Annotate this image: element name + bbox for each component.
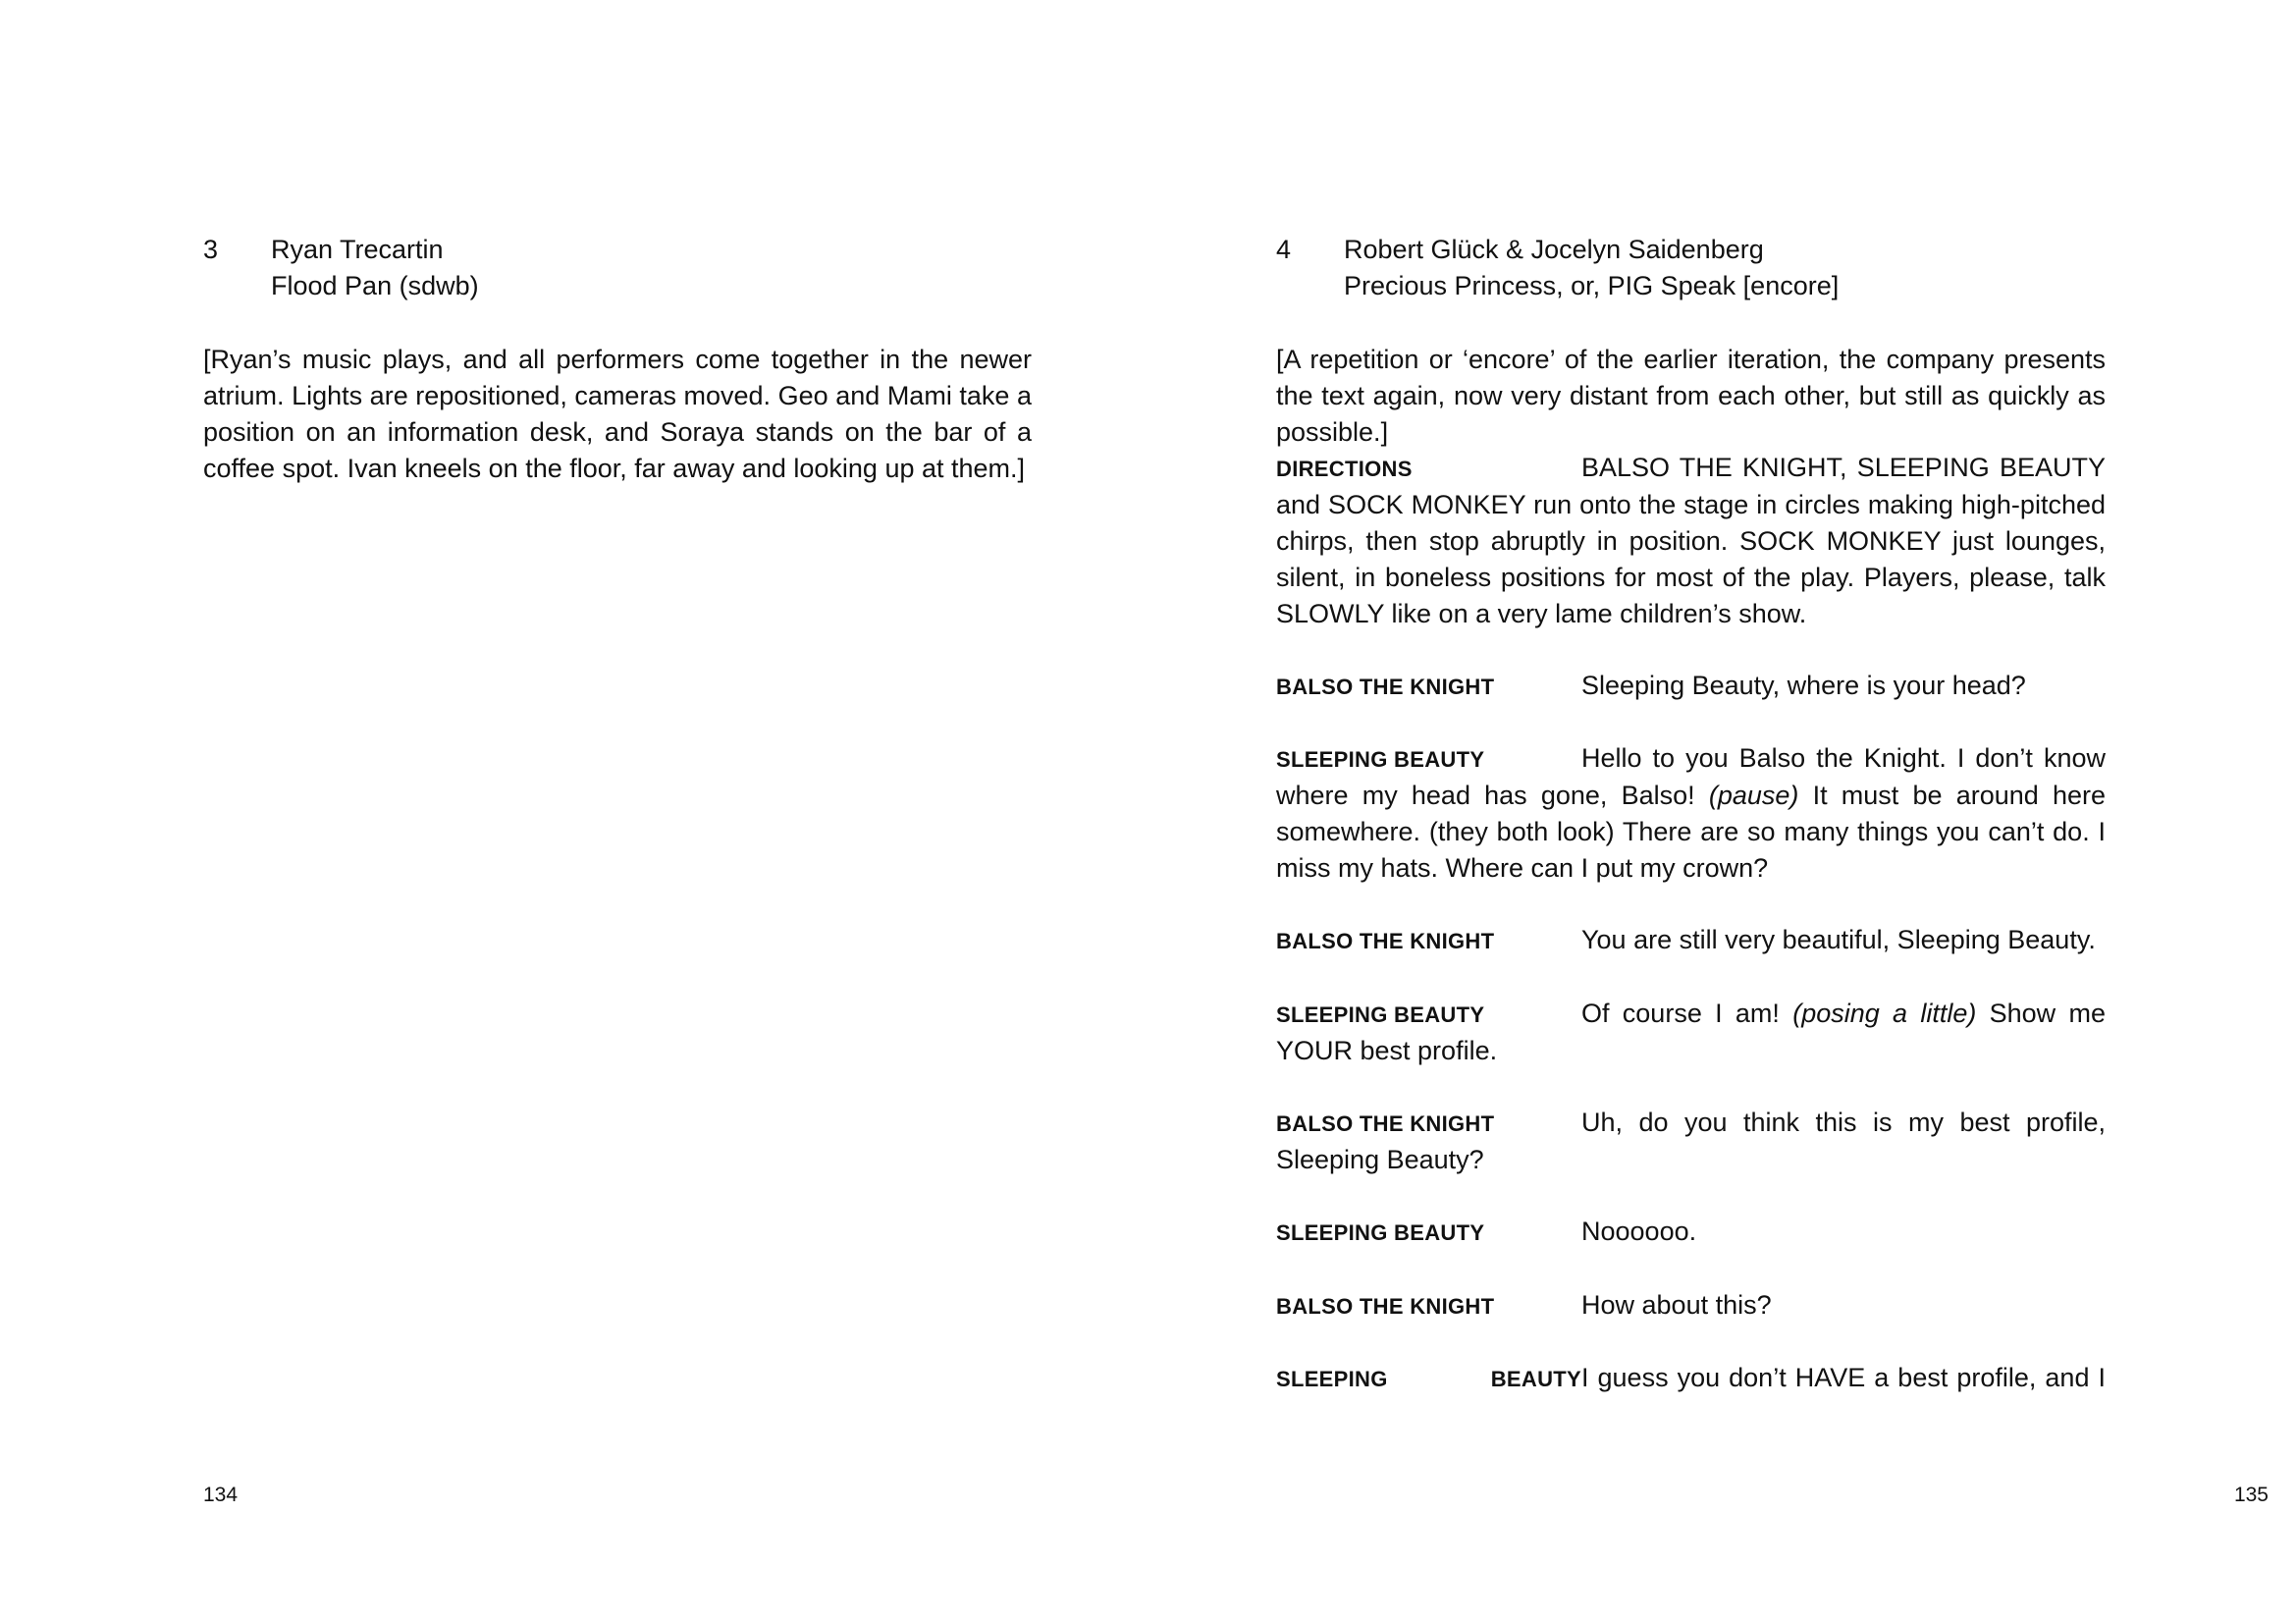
speaker-label: DIRECTIONS <box>1276 457 1413 481</box>
right-page <box>1148 0 2296 1623</box>
section-number: 3 <box>203 235 219 264</box>
speaker-label: BALSO THE KNIGHT <box>1276 1111 1495 1136</box>
script-entry <box>1276 450 2106 632</box>
author-name: Robert Glück & Jocelyn Saidenberg <box>1344 235 1764 264</box>
dialogue-text: Show me YOUR best profile. <box>1276 999 2106 1065</box>
page-number: 135 <box>2233 1484 2269 1506</box>
script-entry <box>1276 996 2106 1069</box>
speaker-label: SLEEPING BEAUTY <box>1276 747 1485 772</box>
dialogue-text: You are still very beautiful, Sleeping Beauty. <box>1581 925 2096 954</box>
section-header <box>1276 232 2120 304</box>
speaker-label: SLEEPING BEAUTY <box>1276 1002 1485 1027</box>
script-entry <box>1276 1214 2106 1251</box>
script-entry <box>1276 740 2106 887</box>
script-entry <box>1276 1105 2106 1178</box>
script-entry <box>1276 922 2106 959</box>
dialogue-text: Of course I am! <box>1581 999 1793 1028</box>
author-name: Ryan Trecartin <box>271 235 444 264</box>
stage-direction-paragraph: [Ryan’s music plays, and all performers come together in the newer atrium. Lights are repositioned, cameras moved. Geo and Mami take a position on an information desk, and Soraya stands on the bar of a coffee spot. Ivan kneels on the floor, far away and looking up at them.] <box>203 345 1032 483</box>
stage-aside: (posing a little) <box>1792 999 1977 1028</box>
section-number: 4 <box>1276 235 1292 264</box>
speaker-label: BALSO THE KNIGHT <box>1276 1294 1495 1319</box>
dialogue-text: Uh, do you think this is my best profile, Sleeping Beauty? <box>1276 1108 2106 1174</box>
dialogue-text: Hello to you Balso the Knight. I don’t know where my head has gone, Balso! <box>1276 743 2106 810</box>
dialogue-text: Sleeping Beauty, where is your head? <box>1581 671 2026 700</box>
dialogue-text: I guess you don’t HAVE a best profile, and I <box>1581 1363 2106 1392</box>
speaker-label: SLEEPING BEAUTY <box>1276 1367 1581 1391</box>
speaker-label: SLEEPING BEAUTY <box>1276 1220 1485 1245</box>
speaker-label: BALSO THE KNIGHT <box>1276 929 1495 953</box>
section-header <box>203 232 1047 304</box>
piece-title: Flood Pan (sdwb) <box>271 271 479 300</box>
dialogue-text: It must be around here somewhere. (they both look) There are so many things you can’t do. I miss my hats. Where can I put my crown? <box>1276 781 2106 883</box>
piece-title: Precious Princess, or, PIG Speak [encore] <box>1344 271 1840 300</box>
script-entry <box>1276 1360 2106 1397</box>
intro-paragraph: [A repetition or ‘encore’ of the earlier iteration, the company presents the text again, now very distant from each other, but still as quickly as possible.] <box>1276 345 2106 447</box>
dialogue-text: BALSO THE KNIGHT, SLEEPING BEAUTY and SOCK MONKEY run onto the stage in circles making high-pitched chirps, then stop abruptly in position. SOCK MONKEY just lounges, silent, in boneless positions for most of the play. Players, please, talk SLOWLY like on a very lame children’s show. <box>1276 453 2106 628</box>
script-entry <box>1276 668 2106 705</box>
dialogue-text: Noooooo. <box>1581 1217 1697 1246</box>
page-number: 134 <box>203 1484 239 1506</box>
stage-aside: (pause) <box>1708 781 1799 810</box>
script-entry <box>1276 1287 2106 1325</box>
speaker-label: BALSO THE KNIGHT <box>1276 675 1495 699</box>
dialogue-text: How about this? <box>1581 1290 1772 1320</box>
